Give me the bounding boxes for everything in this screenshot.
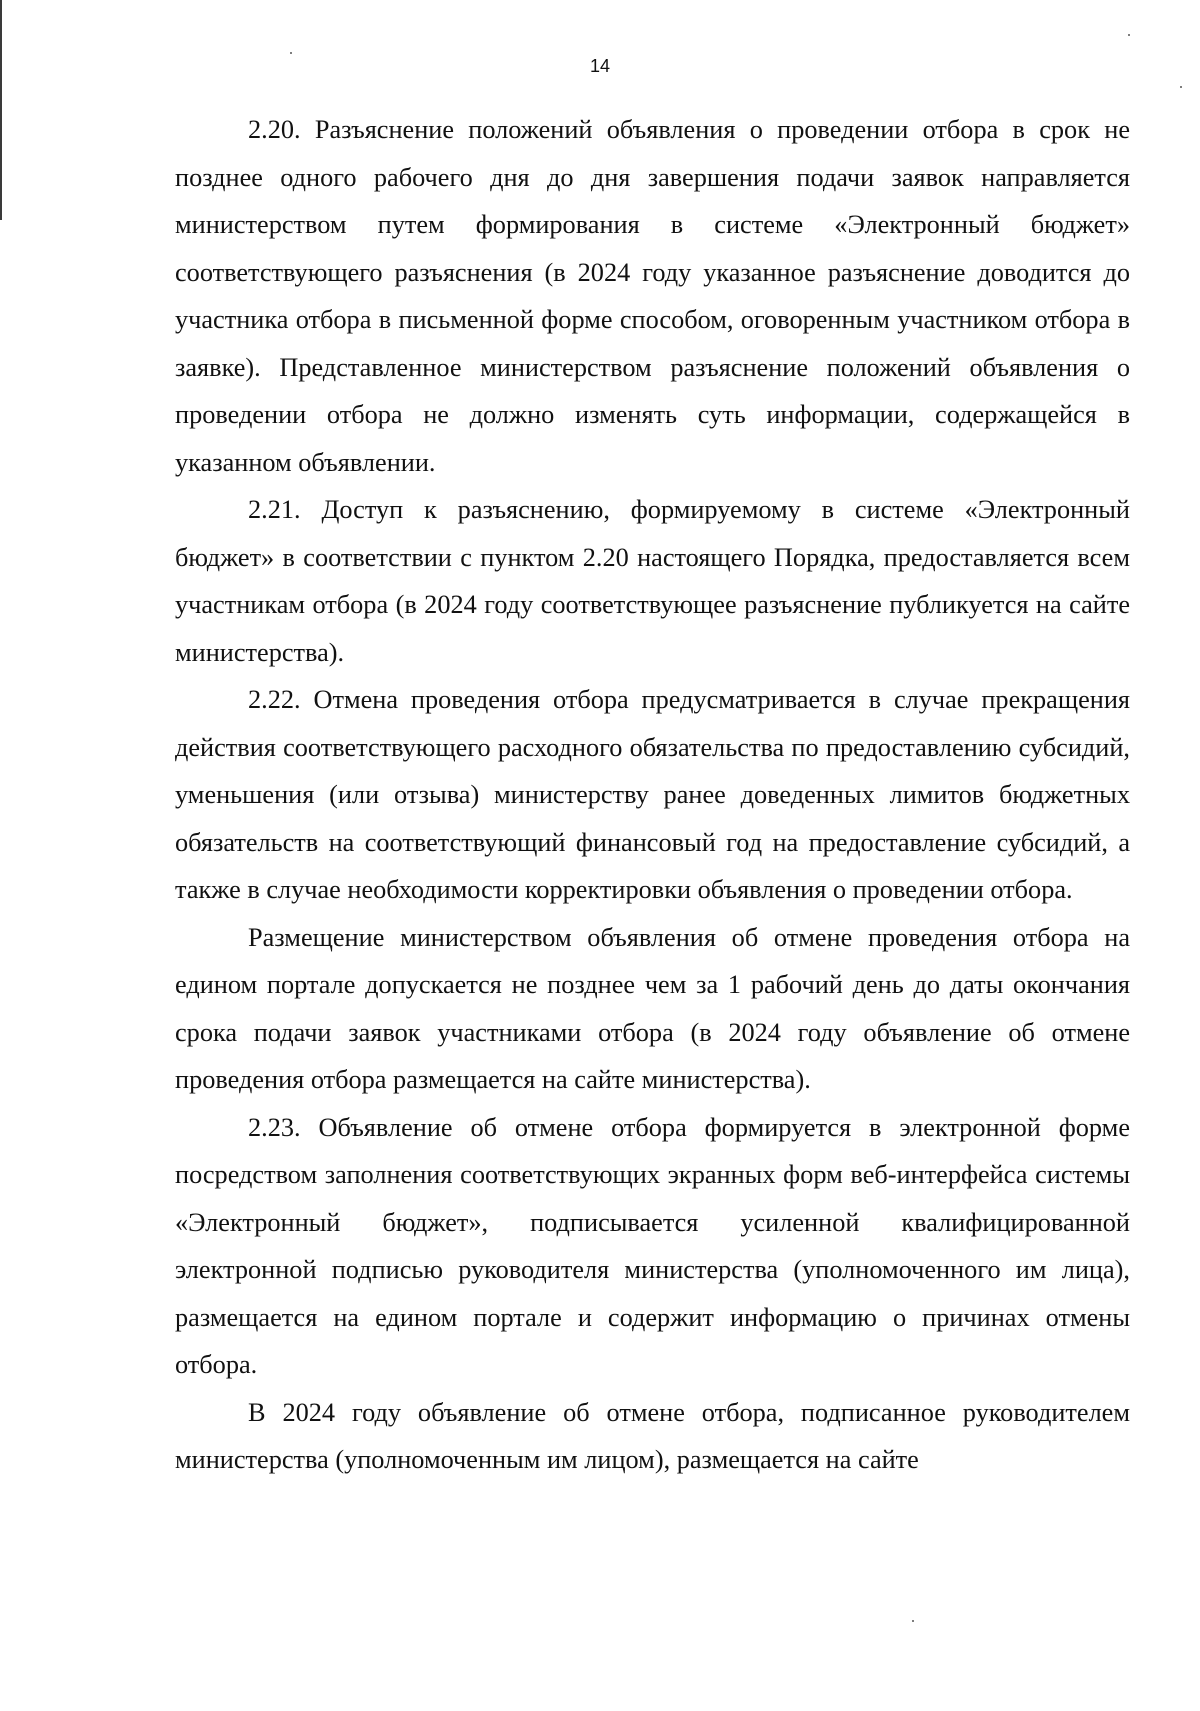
scan-speck	[1128, 34, 1130, 36]
scan-speck	[1180, 86, 1182, 88]
paragraph-2-22: 2.22. Отмена проведения отбора предусматривается в случае прекращения действия соответствующего расходного обязательства по предоставлению субсидий, уменьшения (или отзыва) министерству ранее доведенных лимитов бюджетных обязательств на соответствующий финансовый год на предоставление субсидий, а также в случае необходимости корректировки объявления о проведении отбора.	[175, 685, 1130, 904]
paragraph-2-23: 2.23. Объявление об отмене отбора формируется в электронной форме посредством заполнения соответствующих экранных форм веб-интерфейса системы «Электронный бюджет», подписывается усиленной квалифицированной электронной подписью руководителя министерства (уполномоченного им лица), размещается на едином портале и содержит информацию о причинах отмены отбора.	[175, 1112, 1130, 1379]
paragraph-2024-cancellation: В 2024 году объявление об отмене отбора, подписанное руководителем министерства (уполномоченным им лицом), размещается на сайте	[175, 1397, 1130, 1474]
scan-edge	[0, 0, 2, 220]
page-number: 14	[589, 56, 611, 76]
document-body	[175, 106, 1130, 1484]
paragraph-cancellation-placement: Размещение министерством объявления об отмене проведения отбора на едином портале допускается не позднее чем за 1 рабочий день до даты окончания срока подачи заявок участниками отбора (в 2024 году объявление об отмене проведения отбора размещается на сайте министерства).	[175, 922, 1130, 1094]
scan-speck	[290, 52, 292, 54]
paragraph-2-21: 2.21. Доступ к разъяснению, формируемому в системе «Электронный бюджет» в соответствии с пунктом 2.20 настоящего Порядка, предоставляется всем участникам отбора (в 2024 году соответствующее разъяснение публикуется на сайте министерства).	[175, 495, 1130, 667]
paragraph-2-20: 2.20. Разъяснение положений объявления о проведении отбора в срок не позднее одного рабочего дня до дня завершения подачи заявок направляется министерством путем формирования в системе «Электронный бюджет» соответствующего разъяснения (в 2024 году указанное разъяснение доводится до участника отбора в письменной форме способом, оговоренным участником отбора в заявке). Представленное министерством разъяснение положений объявления о проведении отбора не должно изменять суть информации, содержащейся в указанном объявлении.	[175, 115, 1130, 477]
scan-speck	[912, 1620, 914, 1622]
